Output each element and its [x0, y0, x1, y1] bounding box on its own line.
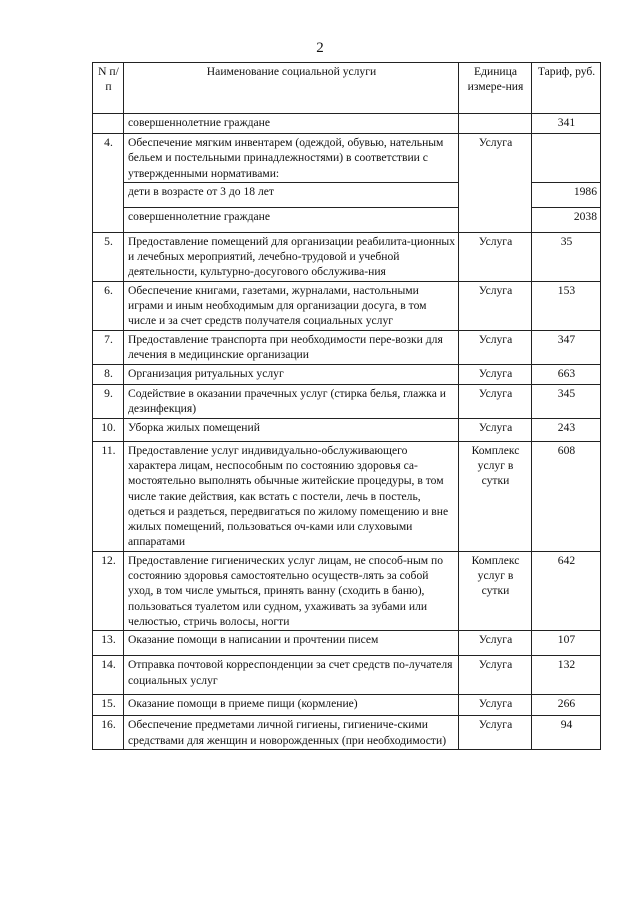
table-row — [93, 134, 601, 183]
row-num: 7. — [93, 330, 124, 364]
row-num: 16. — [93, 716, 124, 750]
row-service-name: дети в возрасте от 3 до 18 лет — [124, 182, 459, 207]
table-header-row — [93, 63, 601, 114]
row-tariff: 663 — [532, 364, 601, 384]
table-row — [93, 631, 601, 656]
row-unit: Услуга — [459, 364, 532, 384]
table-row — [93, 232, 601, 281]
row-unit: Услуга — [459, 716, 532, 750]
row-tariff: 35 — [532, 232, 601, 281]
table-row — [93, 330, 601, 364]
row-service-name: совершеннолетние граждане — [124, 114, 459, 134]
table-row — [93, 441, 601, 551]
row-tariff: 347 — [532, 330, 601, 364]
page-number: 2 — [316, 40, 324, 56]
row-service-name: Содействие в оказании прачечных услуг (стирка белья, глажка и дезинфекция) — [124, 384, 459, 418]
row-tariff: 94 — [532, 716, 601, 750]
row-num: 5. — [93, 232, 124, 281]
table-row — [93, 384, 601, 418]
table-row — [93, 716, 601, 750]
row-unit — [459, 114, 532, 134]
row-service-name: Предоставление услуг индивидуально-обслуживающего характера лицам, неспособным по состоянию здоровья са-мостоятельно выполнять обычные житейские процедуры, в том числе такие действия, как встать с постели, лечь в постель, одеться и раздеться, передвигаться по жилому помещению и вне жилых помещений, пользоваться оч-ками или слуховыми аппаратами — [124, 441, 459, 551]
row-num: 4. — [93, 134, 124, 233]
table-row — [93, 656, 601, 695]
table-row — [93, 114, 601, 134]
row-unit: Услуга — [459, 631, 532, 656]
row-num: 9. — [93, 384, 124, 418]
row-unit: Услуга — [459, 232, 532, 281]
row-service-name: Предоставление помещений для организации реабилита-ционных и лечебных мероприятий, лечебно-трудовой и учебной деятельности, культурно-досугового обслужива-ния — [124, 232, 459, 281]
row-num — [93, 114, 124, 134]
row-tariff — [532, 134, 601, 183]
row-tariff: 153 — [532, 281, 601, 330]
row-service-name: Обеспечение предметами личной гигиены, гигиениче-скими средствами для женщин и новорожденных (при необходимости) — [124, 716, 459, 750]
row-num: 15. — [93, 695, 124, 716]
row-unit: Услуга — [459, 656, 532, 695]
row-service-name: Оказание помощи в написании и прочтении писем — [124, 631, 459, 656]
row-service-name: Оказание помощи в приеме пищи (кормление) — [124, 695, 459, 716]
table-row — [93, 364, 601, 384]
header-tariff: Тариф, руб. — [532, 63, 601, 114]
row-tariff: 608 — [532, 441, 601, 551]
row-service-name: Организация ритуальных услуг — [124, 364, 459, 384]
row-num: 10. — [93, 418, 124, 441]
row-tariff: 341 — [532, 114, 601, 134]
row-tariff: 1986 — [532, 182, 601, 207]
services-tariff-table — [92, 62, 601, 750]
row-service-name: Обеспечение мягким инвентарем (одеждой, обувью, нательным бельем и постельными принадлежностями) в соответствии с утвержденными нормативами: — [124, 134, 459, 183]
row-num: 8. — [93, 364, 124, 384]
table-row — [93, 551, 601, 630]
row-unit: Услуга — [459, 134, 532, 233]
row-tariff: 266 — [532, 695, 601, 716]
row-num: 6. — [93, 281, 124, 330]
row-tariff: 243 — [532, 418, 601, 441]
row-service-name: совершеннолетние граждане — [124, 207, 459, 232]
row-service-name: Предоставление транспорта при необходимости пере-возки для лечения в медицинские организации — [124, 330, 459, 364]
header-name: Наименование социальной услуги — [124, 63, 459, 114]
row-unit: Услуга — [459, 384, 532, 418]
row-unit: Услуга — [459, 418, 532, 441]
table-row — [93, 418, 601, 441]
row-service-name: Уборка жилых помещений — [124, 418, 459, 441]
row-unit: Комплекс услуг в сутки — [459, 551, 532, 630]
row-num: 12. — [93, 551, 124, 630]
row-service-name: Отправка почтовой корреспонденции за счет средств по-лучателя социальных услуг — [124, 656, 459, 695]
row-tariff: 107 — [532, 631, 601, 656]
row-num: 14. — [93, 656, 124, 695]
table-row — [93, 281, 601, 330]
row-tariff: 132 — [532, 656, 601, 695]
row-unit: Комплекс услуг в сутки — [459, 441, 532, 551]
table-row — [93, 695, 601, 716]
row-service-name: Обеспечение книгами, газетами, журналами, настольными играми и иным необходимым для организации досуга, в том числе и за счет средств получателя социальных услуг — [124, 281, 459, 330]
row-tariff: 642 — [532, 551, 601, 630]
row-tariff: 2038 — [532, 207, 601, 232]
row-unit: Услуга — [459, 281, 532, 330]
row-num: 13. — [93, 631, 124, 656]
row-num: 11. — [93, 441, 124, 551]
header-num: N п/п — [93, 63, 124, 114]
header-unit: Единица измере-ния — [459, 63, 532, 114]
row-unit: Услуга — [459, 695, 532, 716]
row-service-name: Предоставление гигиенических услуг лицам, не способ-ным по состоянию здоровья самостоятельно осуществ-лять за собой уход, в том числе умыться, принять ванну (сходить в баню), пользоваться туалетом или судном, ухаживать за зубами или челюстью, стричь волосы, ногти — [124, 551, 459, 630]
row-unit: Услуга — [459, 330, 532, 364]
row-tariff: 345 — [532, 384, 601, 418]
